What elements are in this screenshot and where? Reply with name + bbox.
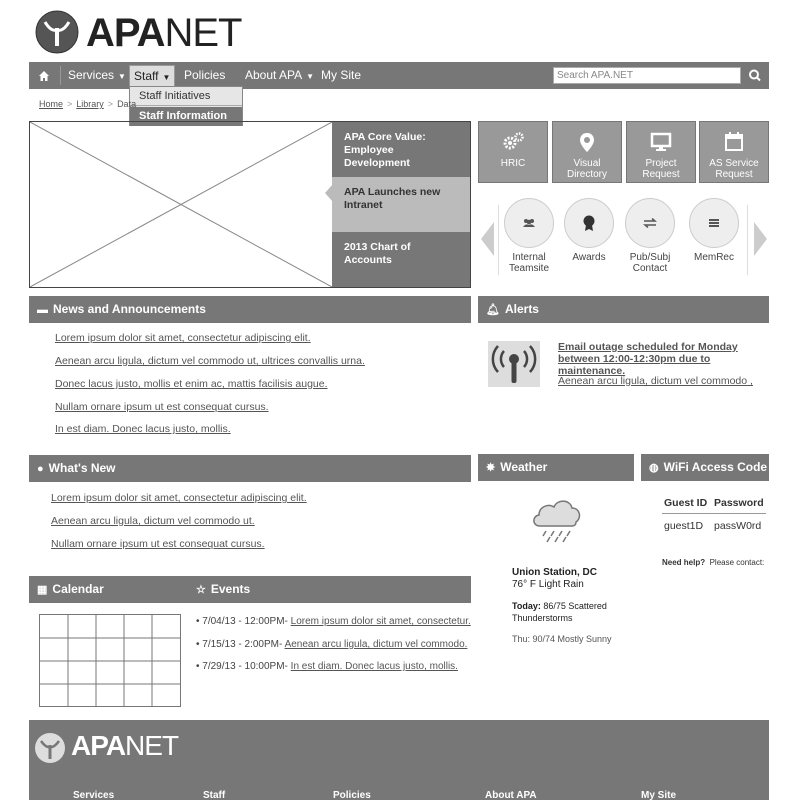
search-icon (745, 66, 765, 85)
news-link[interactable]: Nullam ornare ipsum ut est consequat cursus. (55, 401, 269, 413)
breadcrumb-separator: > (67, 99, 73, 109)
carousel-circle (625, 198, 675, 248)
people-icon (522, 217, 536, 229)
footer-link-about[interactable]: About APA (485, 790, 537, 800)
gears-icon (501, 131, 525, 153)
image-placeholder-icon (30, 122, 332, 287)
hero-tab-chart-accounts[interactable]: 2013 Chart of Accounts (332, 232, 470, 287)
tile-label: Project Request (642, 158, 680, 180)
footer-link-services[interactable]: Services (73, 790, 115, 800)
search-button[interactable] (745, 66, 765, 85)
alert-headline-link[interactable]: Email outage scheduled for Monday between 12:00-12:30pm due to maintenance. (558, 341, 738, 377)
wifi-help-label: Need help? (662, 558, 706, 567)
wifi-col-guestid: Guest ID (664, 497, 708, 509)
nav-divider (60, 66, 61, 85)
footer-link-mysite[interactable]: My Site (641, 790, 677, 800)
caret-down-icon: ▼ (162, 73, 171, 82)
weather-title: Weather (500, 460, 548, 474)
weather-today (512, 600, 632, 624)
event-item (196, 616, 471, 627)
news-link[interactable]: Donec lacus justo, mollis et enim ac, mattis facilisis augue. (55, 378, 328, 390)
globe-icon: ◍ (649, 462, 659, 474)
carousel-label: MemRec (693, 252, 734, 263)
carousel-circle (689, 198, 739, 248)
wifi-password-value: passW0rd (714, 520, 762, 532)
site-title-bold: APA (86, 11, 165, 55)
event-date: • 7/29/13 - 10:00PM- (196, 661, 291, 672)
alert-icon (488, 341, 540, 387)
search-input[interactable] (553, 67, 741, 84)
event-date: • 7/04/13 - 12:00PM- (196, 616, 291, 627)
footer-brand-thin: NET (125, 730, 179, 761)
calendar-events-header (29, 576, 471, 603)
nav-policies-label: Policies (184, 68, 226, 82)
tile-label: Visual Directory (566, 158, 607, 180)
carousel-item-teamsite[interactable] (497, 198, 561, 274)
carousel-label: Pub/Subj Contact (629, 252, 671, 274)
weather-today-label: Today: (512, 601, 541, 611)
home-icon (38, 70, 50, 82)
list-icon (708, 218, 720, 228)
calendar-title: Calendar (52, 582, 104, 596)
tile-hric[interactable] (478, 121, 548, 183)
whatsnew-link[interactable]: Aenean arcu ligula, dictum vel commodo ut. (51, 515, 255, 527)
news-link[interactable]: Lorem ipsum dolor sit amet, consectetur adipiscing elit. (55, 332, 311, 344)
staff-dropdown-menu (129, 86, 243, 126)
news-link[interactable]: In est diam. Donec lacus justo, mollis. (55, 423, 231, 435)
caret-down-icon: ▼ (306, 72, 315, 81)
nav-mysite-label: My Site (321, 68, 362, 82)
event-link[interactable]: In est diam. Donec lacus justo, mollis. (290, 661, 458, 672)
weather-current: 76° F Light Rain (512, 579, 584, 590)
weather-today-forecast: 86/75 Scattered Thunderstorms (512, 601, 607, 623)
carousel-label: Internal Teamsite (508, 252, 549, 274)
whatsnew-link[interactable]: Lorem ipsum dolor sit amet, consectetur adipiscing elit. (51, 492, 307, 504)
weather-city: Union Station, DC (512, 567, 597, 578)
whatsnew-header (29, 455, 471, 482)
nav-policies[interactable] (180, 62, 229, 89)
main-nav (29, 62, 769, 89)
award-icon (582, 214, 596, 232)
tile-project-request[interactable] (626, 121, 696, 183)
news-link[interactable]: Aenean arcu ligula, dictum vel commodo ut, ultrices convallis urna. (55, 355, 365, 367)
weather-location (512, 567, 597, 591)
rain-cloud-icon (528, 494, 588, 544)
wifi-col-password: Password (714, 497, 764, 509)
footer-link-policies[interactable]: Policies (333, 790, 371, 800)
whatsnew-link[interactable]: Nullam ornare ipsum ut est consequat cursus. (51, 538, 265, 550)
nav-services-label: Services (68, 68, 115, 82)
breadcrumb-library[interactable]: Library (76, 99, 104, 109)
carousel-prev-button[interactable] (481, 222, 494, 256)
site-title[interactable] (86, 10, 241, 56)
nav-services[interactable] (64, 62, 130, 89)
monitor-icon (649, 131, 673, 153)
tile-label: HRIC (500, 158, 526, 169)
comment-icon: ▬ (37, 304, 48, 316)
footer-logo[interactable] (34, 732, 66, 764)
wifi-help-text: Please contact: (709, 558, 765, 567)
event-link[interactable]: Aenean arcu ligula, dictum vel commodo. (284, 639, 468, 650)
nav-staff-label: Staff (134, 69, 159, 83)
weather-header (478, 454, 634, 481)
tile-label: AS Service Request (709, 158, 759, 180)
info-icon: ● (37, 463, 44, 475)
bell-icon: 🔔︎ (486, 304, 500, 316)
logo[interactable] (35, 10, 79, 54)
calendar-grid-lines (40, 615, 180, 706)
weather-thu: Thu: 90/74 Mostly Sunny (512, 634, 612, 644)
carousel-item-pubsubj[interactable] (618, 198, 682, 274)
wifi-guestid-value: guest1D (664, 520, 704, 532)
footer-brand-bold: APA (71, 730, 126, 761)
events-title: Events (210, 582, 251, 596)
search-placeholder: Search APA.NET (557, 70, 633, 81)
calendar-grid[interactable] (39, 614, 181, 707)
broadcast-icon (488, 341, 540, 387)
breadcrumb-home[interactable]: Home (39, 99, 64, 109)
alerts-header (478, 296, 769, 323)
carousel-label: Awards (572, 252, 606, 263)
breadcrumb-current: Data (117, 99, 137, 109)
hero-carousel (29, 121, 471, 288)
hero-tab-intranet[interactable]: APA Launches new Intranet (332, 177, 470, 232)
breadcrumb-separator: > (107, 99, 114, 109)
news-title: News and Announcements (53, 302, 206, 316)
exchange-icon (643, 218, 657, 228)
carousel-circle (564, 198, 614, 248)
hero-tab-core-value[interactable]: APA Core Value: Employee Development (332, 122, 470, 177)
wifi-divider (662, 513, 766, 514)
star-icon: ☆ (196, 584, 206, 596)
event-item (196, 639, 467, 650)
event-item (196, 661, 458, 672)
alerts-title: Alerts (504, 302, 539, 316)
calendar-small-icon: ▦ (37, 584, 48, 596)
event-date: • 7/15/13 - 2:00PM- (196, 639, 285, 650)
carousel-circle (504, 198, 554, 248)
carousel-divider (747, 205, 748, 275)
footer-logo-icon (34, 732, 66, 764)
nav-mysite[interactable] (317, 62, 365, 89)
hero-image-placeholder[interactable] (30, 122, 332, 287)
wifi-header (641, 454, 769, 481)
nav-about-label: About APA (245, 68, 303, 82)
calendar-icon (722, 131, 746, 153)
sun-icon: ✸ (486, 462, 496, 474)
news-header (29, 296, 471, 323)
tile-as-service-request[interactable] (699, 121, 769, 183)
carousel-next-button[interactable] (754, 222, 767, 256)
caret-down-icon: ▼ (118, 72, 126, 81)
event-link[interactable]: Lorem ipsum dolor sit amet, consectetur. (290, 616, 471, 627)
wifi-help (662, 558, 764, 567)
hero-active-arrow (325, 184, 333, 202)
map-pin-icon (575, 131, 599, 153)
carousel-item-awards[interactable] (557, 198, 621, 263)
carousel-item-memrec[interactable] (682, 198, 746, 263)
logo-icon (35, 10, 79, 54)
weather-rain-icon (528, 494, 588, 544)
wifi-title: WiFi Access Code (663, 460, 768, 474)
site-title-thin: NET (164, 11, 242, 55)
tile-visual-directory[interactable] (552, 121, 622, 183)
events-title-wrap (196, 576, 250, 604)
breadcrumb (39, 99, 136, 109)
home-nav-button[interactable] (29, 62, 59, 89)
menu-item-staff-initiatives[interactable]: Staff Initiatives (130, 87, 242, 106)
whatsnew-title: What's New (48, 461, 116, 475)
menu-item-staff-information[interactable]: Staff Information (130, 107, 242, 126)
nav-about[interactable] (241, 62, 318, 89)
footer-link-staff[interactable]: Staff (203, 790, 226, 800)
footer-brand[interactable] (71, 730, 178, 762)
nav-staff[interactable] (129, 65, 175, 87)
alert-sub-link[interactable]: Aenean arcu ligula, dictum vel commodo , (558, 375, 753, 387)
